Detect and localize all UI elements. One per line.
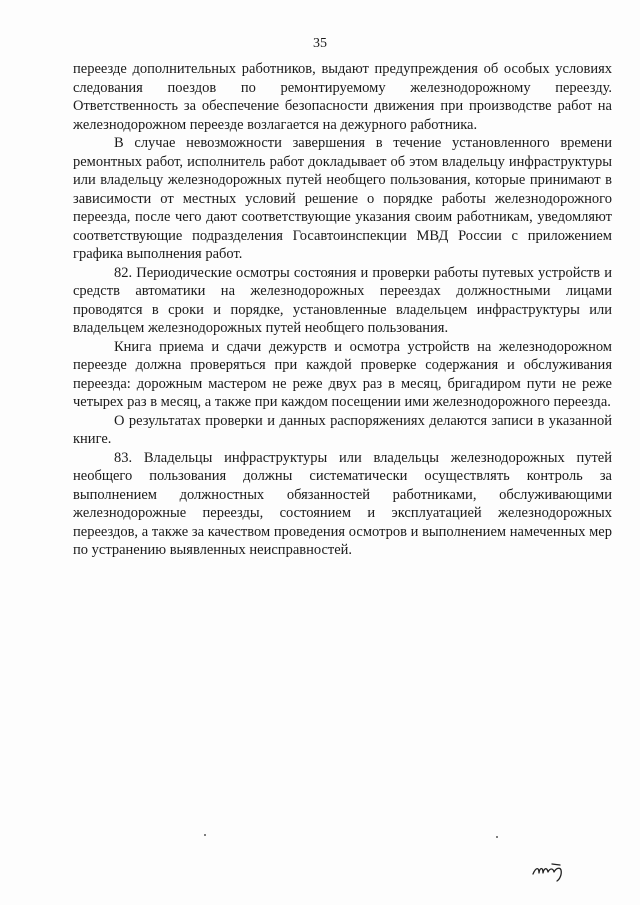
document-body [73, 60, 612, 560]
paragraph-inspection-records: О результатах проверки и данных распоряжениях делаются записи в указанной книге. [73, 412, 612, 447]
scan-speck [204, 834, 206, 836]
paragraph-item-83: 83. Владельцы инфраструктуры или владельцы железнодорожных путей необщего пользования должны систематически осуществлять контроль за выполнением должностных обязанностей работниками, обслуживающими железнодорожные переезды, состоянием и эксплуатацией железнодорожных переездов, а также за качеством проведения осмотров и выполнением намеченных мер по устранению выявленных неисправностей. [73, 449, 612, 558]
scan-speck [496, 836, 498, 838]
page-number: 35 [313, 36, 327, 51]
paragraph-duty-book: Книга приема и сдачи дежурств и осмотра устройств на железнодорожном переезде должна проверяться при каждой проверке содержания и обслуживания переезда: дорожным мастером не реже двух раз в месяц, бригадиром пути не реже четырех раз в месяц, а также при каждом посещении ими железнодорожного переезда. [73, 338, 612, 410]
paragraph-item-82: 82. Периодические осмотры состояния и проверки работы путевых устройств и средств автоматики на железнодорожных переездах должностными лицами проводятся в сроки и порядке, установленные владельцем инфраструктуры или владельцем железнодорожных путей необщего пользования. [73, 264, 612, 336]
handwritten-signature [530, 852, 570, 884]
paragraph-incomplete-repair: В случае невозможности завершения в течение установленного времени ремонтных работ, исполнитель работ докладывает об этом владельцу инфраструктуры или владельцу железнодорожных путей необщего пользования, которые принимают в зависимости от местных условий решение о порядке работы железнодорожного переезда, после чего дают соответствующие указания своим работникам, уведомляют соответствующие подразделения Госавтоинспекции МВД России с приложением графика выполнения работ. [73, 135, 612, 262]
paragraph-continuation: переезде дополнительных работников, выдают предупреждения об особых условиях следования поездов по ремонтируемому железнодорожному переезду. Ответственность за обеспечение безопасности движения при производстве работ на железнодорожном переезде возлагается на дежурного работника. [73, 61, 612, 133]
